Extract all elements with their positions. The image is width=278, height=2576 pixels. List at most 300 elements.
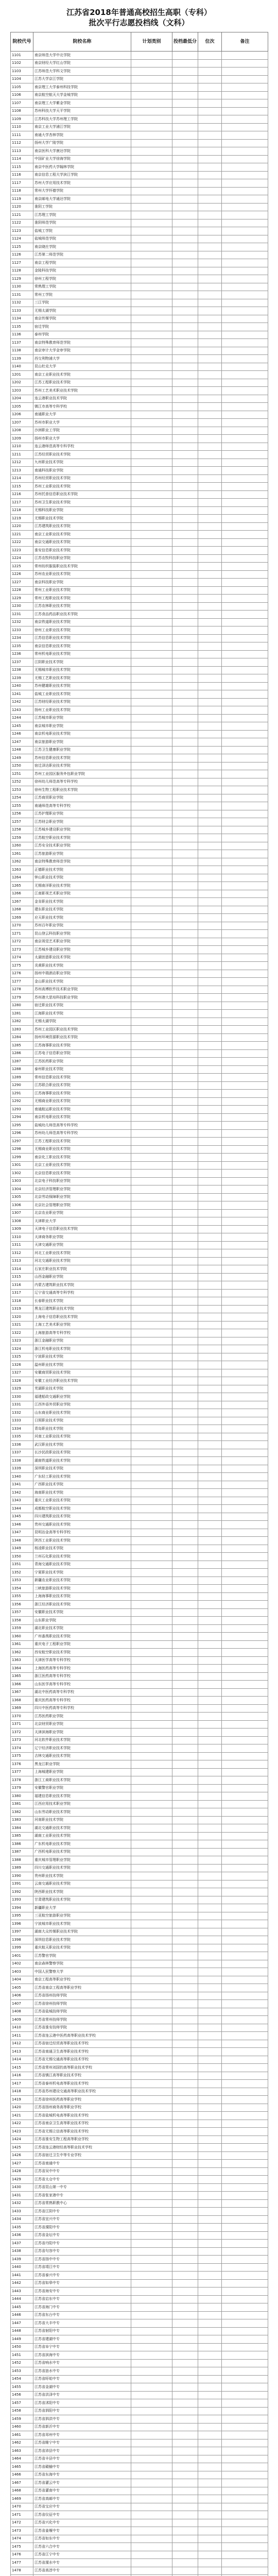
cell-code: 1225 (11, 563, 33, 571)
cell-plan (131, 858, 172, 866)
cell-note (222, 1744, 268, 1753)
cell-rank (198, 570, 222, 579)
cell-note (222, 1465, 268, 1473)
cell-note (222, 1305, 268, 1313)
cell-note (222, 211, 268, 219)
cell-note (222, 858, 268, 866)
cell-plan (131, 1808, 172, 1817)
table-row (11, 642, 268, 651)
table-row (11, 595, 268, 603)
cell-code: 1469 (11, 2495, 33, 2503)
cell-code: 1306 (11, 1201, 33, 1210)
cell-code: 1268 (11, 906, 33, 914)
cell-note (222, 738, 268, 747)
cell-plan (131, 483, 172, 491)
cell-rank (198, 2407, 222, 2415)
cell-plan (131, 810, 172, 818)
cell-note (222, 2439, 268, 2447)
cell-code: 1259 (11, 834, 33, 842)
cell-note (222, 2167, 268, 2176)
cell-note (222, 1361, 268, 1369)
cell-note (222, 1800, 268, 1808)
cell-score (172, 227, 198, 235)
cell-note (222, 2319, 268, 2328)
table-row (11, 1713, 268, 1721)
cell-rank (198, 2240, 222, 2248)
cell-score (172, 547, 198, 555)
cell-plan (131, 155, 172, 163)
cell-note (222, 259, 268, 267)
cell-rank (198, 1952, 222, 1960)
cell-plan (131, 1944, 172, 1952)
cell-code: 1298 (11, 1145, 33, 1154)
cell-score (172, 1433, 198, 1441)
cell-plan (131, 714, 172, 722)
cell-note (222, 99, 268, 108)
cell-code: 1294 (11, 1113, 33, 1122)
cell-note (222, 1760, 268, 1769)
cell-plan (131, 2479, 172, 2487)
table-row (11, 243, 268, 251)
cell-code: 1340 (11, 1473, 33, 1481)
cell-rank (198, 1824, 222, 1833)
cell-score (172, 1377, 198, 1385)
cell-plan (131, 259, 172, 267)
table-row (11, 2144, 268, 2152)
cell-note (222, 1952, 268, 1960)
cell-rank (198, 283, 222, 291)
cell-note (222, 850, 268, 858)
cell-name: 长沙民政职业技术学院 (33, 1449, 131, 1457)
cell-name: 无锡职业技术学院 (33, 515, 131, 523)
cell-plan (131, 435, 172, 443)
cell-plan (131, 658, 172, 667)
cell-note (222, 2160, 268, 2168)
cell-note (222, 1640, 268, 1649)
table-row (11, 2016, 268, 2024)
cell-code: 1399 (11, 1944, 33, 1952)
cell-name: 江苏农林职业技术学院 (33, 602, 131, 611)
cell-code: 1221 (11, 531, 33, 539)
cell-plan (131, 2151, 172, 2160)
table-row (11, 1473, 268, 1481)
cell-rank (198, 2120, 222, 2128)
table-row (11, 2535, 268, 2543)
cell-score (172, 2199, 198, 2208)
cell-note (222, 1513, 268, 1521)
cell-code: 1106 (11, 91, 33, 99)
cell-score (172, 850, 198, 858)
table-row (11, 1441, 268, 1449)
cell-plan (131, 1832, 172, 1840)
cell-score (172, 1904, 198, 1912)
cell-name: 南京机电职业技术学院 (33, 1113, 131, 1122)
cell-note (222, 1968, 268, 1976)
cell-score (172, 1720, 198, 1728)
cell-plan (131, 1633, 172, 1641)
cell-name: 江苏第二师范学院 (33, 251, 131, 259)
table-row (11, 107, 268, 115)
cell-rank (198, 1058, 222, 1066)
cell-note (222, 1170, 268, 1178)
cell-note (222, 2040, 268, 2048)
cell-note (222, 1401, 268, 1409)
cell-plan (131, 2295, 172, 2303)
cell-score (172, 1193, 198, 1201)
cell-rank (198, 1752, 222, 1760)
cell-note (222, 1497, 268, 1505)
cell-code: 1376 (11, 1760, 33, 1769)
cell-score (172, 347, 198, 355)
cell-score (172, 1649, 198, 1657)
cell-note (222, 1553, 268, 1561)
cell-plan (131, 906, 172, 914)
cell-code: 1299 (11, 1154, 33, 1162)
cell-name: 江苏省南京卫生高等职业技术学校 (33, 2120, 131, 2128)
cell-rank (198, 2056, 222, 2064)
cell-code: 1242 (11, 698, 33, 706)
cell-score (172, 1792, 198, 1801)
cell-rank (198, 962, 222, 970)
cell-plan (131, 1081, 172, 1090)
cell-score (172, 2263, 198, 2272)
cell-code: 1377 (11, 1768, 33, 1776)
cell-name: 江苏食品药品职业技术学院 (33, 611, 131, 619)
cell-code: 1213 (11, 467, 33, 475)
cell-note (222, 387, 268, 395)
cell-rank (198, 2072, 222, 2080)
cell-name: 江阴职业技术学院 (33, 658, 131, 667)
cell-rank (198, 347, 222, 355)
cell-name: 江苏省常州技师学院 (33, 2016, 131, 2024)
cell-code: 1313 (11, 1257, 33, 1265)
cell-code: 1223 (11, 547, 33, 555)
cell-plan (131, 1489, 172, 1497)
table-row (11, 2008, 268, 2016)
cell-plan (131, 1449, 172, 1457)
cell-score (172, 754, 198, 762)
cell-name: 苏州健雄职业技术学院 (33, 682, 131, 690)
cell-name: 安徽工业经济职业技术学院 (33, 1377, 131, 1385)
table-row (11, 139, 268, 147)
cell-code: 1262 (11, 858, 33, 866)
cell-plan (131, 970, 172, 978)
cell-code: 1394 (11, 1904, 33, 1912)
cell-note (222, 970, 268, 978)
cell-rank (198, 874, 222, 882)
cell-note (222, 1601, 268, 1609)
cell-plan (131, 730, 172, 738)
cell-name: 江苏省江宁中专 (33, 2551, 131, 2559)
cell-code: 1322 (11, 1329, 33, 1337)
cell-rank (198, 2080, 222, 2088)
cell-code: 1207 (11, 419, 33, 427)
cell-plan (131, 179, 172, 188)
cell-note (222, 195, 268, 204)
cell-rank (198, 2000, 222, 2008)
cell-rank (198, 155, 222, 163)
table-row (11, 1337, 268, 1345)
cell-code: 1220 (11, 522, 33, 531)
cell-plan (131, 2056, 172, 2064)
cell-name: 连云港职业技术学院 (33, 395, 131, 403)
cell-note (222, 650, 268, 658)
cell-name: 淮阴工学院 (33, 203, 131, 211)
cell-name: 江苏省连云港财经高等职业技术学校 (33, 2144, 131, 2152)
cell-score (172, 2167, 198, 2176)
cell-rank (198, 1369, 222, 1377)
cell-plan (131, 762, 172, 770)
table-row (11, 2551, 268, 2559)
cell-rank (198, 658, 222, 667)
cell-name: 重庆城市管理职业学院 (33, 1856, 131, 1865)
cell-name: 苏州托普信息职业技术学院 (33, 490, 131, 499)
cell-score (172, 459, 198, 467)
cell-rank (198, 1569, 222, 1577)
cell-note (222, 1792, 268, 1801)
cell-note (222, 586, 268, 595)
table-row (11, 2224, 268, 2232)
cell-plan (131, 1049, 172, 1058)
cell-score (172, 1545, 198, 1553)
cell-code: 1471 (11, 2511, 33, 2519)
cell-note (222, 1608, 268, 1617)
cell-note (222, 267, 268, 275)
cell-score (172, 1768, 198, 1776)
table-row (11, 219, 268, 227)
cell-code: 1131 (11, 291, 33, 299)
table-row (11, 1840, 268, 1849)
cell-score (172, 531, 198, 539)
cell-name: 江苏省吴中中专 (33, 2167, 131, 2176)
cell-rank (198, 427, 222, 435)
table-row (11, 1409, 268, 1417)
cell-plan (131, 67, 172, 76)
cell-note (222, 315, 268, 323)
cell-code: 1314 (11, 1265, 33, 1274)
cell-plan (131, 219, 172, 227)
table-row (11, 818, 268, 826)
cell-name: 苏州工业园区服务外包职业学院 (33, 770, 131, 778)
cell-score (172, 403, 198, 411)
cell-rank (198, 1305, 222, 1313)
cell-name: 正德职业技术学院 (33, 866, 131, 874)
cell-score (172, 538, 198, 547)
cell-rank (198, 698, 222, 706)
cell-plan (131, 1936, 172, 1944)
cell-rank (198, 1353, 222, 1361)
cell-rank (198, 2495, 222, 2503)
cell-name: 苏州市职业大学 (33, 419, 131, 427)
cell-plan (131, 1656, 172, 1665)
cell-name: 南京信息职业技术学院 (33, 642, 131, 651)
cell-name: 重庆航天职业技术学院 (33, 1944, 131, 1952)
cell-rank (198, 1209, 222, 1217)
cell-name: 江苏省响水中专 (33, 2359, 131, 2367)
table-row (11, 1329, 268, 1337)
cell-plan (131, 1058, 172, 1066)
cell-score (172, 2024, 198, 2032)
cell-plan (131, 547, 172, 555)
cell-code: 1122 (11, 219, 33, 227)
cell-name: 江苏省邳州中专 (33, 2431, 131, 2439)
cell-code: 1387 (11, 1848, 33, 1856)
cell-name: 西安航空职业技术学院 (33, 1649, 131, 1657)
table-row (11, 2511, 268, 2519)
table-row (11, 2256, 268, 2264)
cell-plan (131, 1161, 172, 1170)
cell-name: 上海海事职业技术学院 (33, 1592, 131, 1601)
cell-name: 扬州中瑞酒店职业学院 (33, 970, 131, 978)
cell-plan (131, 1880, 172, 1888)
cell-rank (198, 1545, 222, 1553)
cell-note (222, 2567, 268, 2575)
table-row (11, 1425, 268, 1433)
cell-score (172, 2335, 198, 2344)
cell-name: 重庆工业职业技术学院 (33, 1497, 131, 1505)
cell-note (222, 395, 268, 403)
cell-name: 西交利物浦大学 (33, 355, 131, 363)
cell-name: 江苏航空职业技术学院 (33, 834, 131, 842)
cell-plan (131, 1065, 172, 1074)
table-row (11, 2335, 268, 2344)
cell-plan (131, 634, 172, 642)
cell-code: 1355 (11, 1592, 33, 1601)
cell-note (222, 1776, 268, 1785)
cell-score (172, 259, 198, 267)
cell-rank (198, 1840, 222, 1849)
cell-name: 兰州石化职业技术学院 (33, 1553, 131, 1561)
cell-name: 江苏省宿迁卫生中等专业学校 (33, 2151, 131, 2160)
cell-name: 江苏信息职业技术学院 (33, 634, 131, 642)
table-row (11, 1904, 268, 1912)
cell-score (172, 1297, 198, 1306)
cell-score (172, 2327, 198, 2335)
table-row (11, 1968, 268, 1976)
cell-score (172, 1633, 198, 1641)
cell-plan (131, 2112, 172, 2120)
cell-rank (198, 1856, 222, 1865)
cell-score (172, 1920, 198, 1928)
table-row (11, 2088, 268, 2096)
cell-rank (198, 227, 222, 235)
table-row (11, 2096, 268, 2104)
table-row (11, 1497, 268, 1505)
table-row (11, 1736, 268, 1744)
cell-score (172, 563, 198, 571)
cell-name: 江苏联合职业技术学院 (33, 1081, 131, 1090)
cell-rank (198, 602, 222, 611)
cell-score (172, 890, 198, 898)
table-row (11, 339, 268, 347)
cell-name: 北京劳动保障职业学院 (33, 1193, 131, 1201)
cell-plan (131, 914, 172, 922)
cell-plan (131, 1640, 172, 1649)
cell-name: 徐州生物工程职业技术学院 (33, 786, 131, 794)
cell-score (172, 978, 198, 986)
table-row (11, 195, 268, 204)
cell-name: 江苏省扬州商务高等职业学校 (33, 2104, 131, 2112)
table-row (11, 2447, 268, 2455)
cell-code: 1119 (11, 195, 33, 204)
cell-score (172, 115, 198, 124)
cell-score (172, 2112, 198, 2120)
cell-code: 1459 (11, 2415, 33, 2424)
cell-plan (131, 1233, 172, 1242)
table-row (11, 155, 268, 163)
cell-code: 1382 (11, 1808, 33, 1817)
cell-note (222, 1808, 268, 1817)
cell-code: 1336 (11, 1441, 33, 1449)
cell-rank (198, 1018, 222, 1026)
cell-plan (131, 1241, 172, 1249)
table-row (11, 1697, 268, 1705)
cell-rank (198, 1225, 222, 1233)
cell-rank (198, 1601, 222, 1609)
cell-note (222, 2351, 268, 2360)
cell-note (222, 2272, 268, 2280)
cell-code: 1380 (11, 1792, 33, 1801)
cell-name: 苏州港大思培科技职业学院 (33, 994, 131, 1002)
cell-note (222, 1832, 268, 1840)
cell-name: 无锡城市职业技术学院 (33, 666, 131, 674)
cell-name: 盐城幼儿师范高等专科学校 (33, 1122, 131, 1130)
cell-name: 江苏工程职业技术学院 (33, 379, 131, 387)
table-row (11, 371, 268, 379)
cell-rank (198, 2136, 222, 2144)
cell-name: 重庆电子工程职业学院 (33, 1640, 131, 1649)
table-row (11, 499, 268, 507)
cell-score (172, 706, 198, 715)
table-row (11, 1129, 268, 1138)
cell-rank (198, 1800, 222, 1808)
cell-plan (131, 307, 172, 315)
cell-note (222, 2256, 268, 2264)
cell-plan (131, 962, 172, 970)
table-row (11, 1760, 268, 1769)
cell-name: 沙洲职业工学院 (33, 427, 131, 435)
cell-plan (131, 531, 172, 539)
cell-rank (198, 1425, 222, 1433)
cell-code: 1218 (11, 506, 33, 515)
cell-code: 1257 (11, 818, 33, 826)
cell-code: 1253 (11, 786, 33, 794)
cell-score (172, 1217, 198, 1226)
cell-note (222, 1321, 268, 1329)
cell-code: 1476 (11, 2551, 33, 2559)
cell-score (172, 483, 198, 491)
cell-code: 1477 (11, 2559, 33, 2567)
cell-plan (131, 2503, 172, 2511)
cell-note (222, 698, 268, 706)
cell-note (222, 1281, 268, 1290)
table-row (11, 435, 268, 443)
cell-name: 镇江市高等专科学校 (33, 403, 131, 411)
cell-rank (198, 1129, 222, 1138)
cell-note (222, 2072, 268, 2080)
cell-name: 江苏省南京工程高等职业学校 (33, 1984, 131, 1992)
cell-rank (198, 1265, 222, 1274)
cell-note (222, 906, 268, 914)
table-row (11, 1113, 268, 1122)
cell-plan (131, 1457, 172, 1465)
cell-name: 苏州经贸职业技术学院 (33, 474, 131, 483)
cell-score (172, 2495, 198, 2503)
cell-rank (198, 1744, 222, 1753)
cell-plan (131, 1122, 172, 1130)
cell-code: 1222 (11, 538, 33, 547)
cell-note (222, 1145, 268, 1154)
